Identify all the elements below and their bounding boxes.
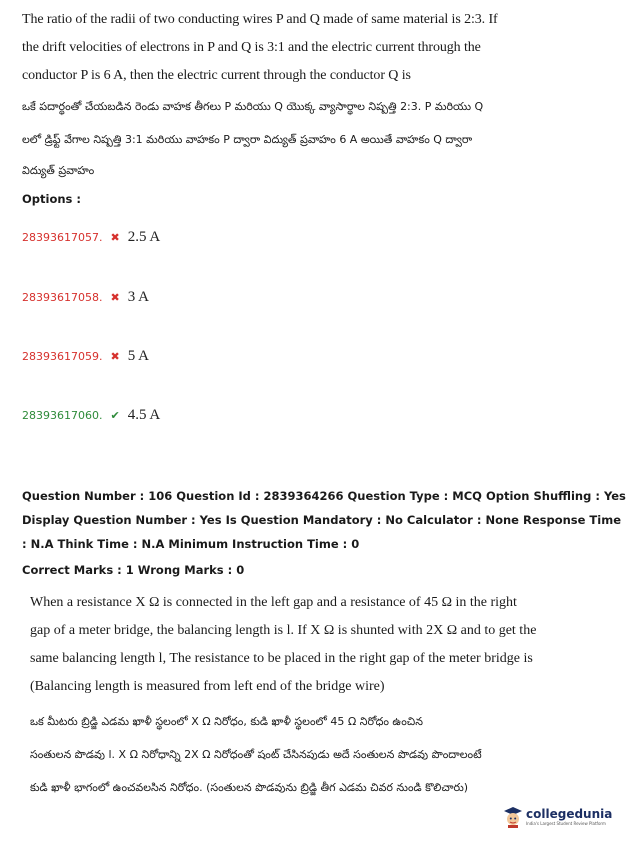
collegedunia-logo (503, 806, 612, 828)
option-value: 2.5 A (127, 229, 161, 245)
option-id: 28393617058. (22, 291, 103, 304)
logo-name: collegedunia (526, 807, 613, 821)
check-icon: ✔ (110, 409, 120, 422)
q2-telugu-line-2: సంతులన పొడవు l. X Ω నిరోధాన్ని 2X Ω నిరోధంతో షంట్ చేసినపుడు అదే సంతులన పొడవు పొందాలంటే (30, 748, 482, 761)
options-label: Options : (22, 192, 81, 206)
option-2[interactable] (22, 288, 149, 306)
option-4[interactable] (22, 406, 160, 424)
option-id: 28393617057. (22, 231, 103, 244)
q1-telugu-line-2: లలో డ్రిఫ్ట్ వేగాల నిష్పత్తి 3:1 మరియు వాహకం P ద్వారా విద్యుత్ ప్రవాహం 6 A అయితే వాహకం Q ద్వారా (22, 133, 473, 146)
q2-telugu-line-1: ఒక మీటరు బ్రిడ్జి ఎడమ ఖాళీ స్థలంలో X Ω నిరోధం, కుడి ఖాళీ స్థలంలో 45 Ω నిరోధం ఉంచిన (30, 715, 423, 728)
option-3[interactable] (22, 347, 149, 365)
q1-text-line-3: conductor P is 6 A, then the electric current through the conductor Q is (22, 68, 411, 83)
option-value: 5 A (127, 348, 149, 364)
option-id: 28393617059. (22, 350, 103, 363)
option-id: 28393617060. (22, 409, 103, 422)
option-value: 3 A (127, 289, 149, 305)
q1-telugu-line-1: ఒకే పదార్థంతో చేయబడిన రెండు వాహక తీగలు P మరియు Q యొక్క వ్యాసార్థాల నిష్పత్తి 2:3. P మరియు Q (22, 100, 484, 113)
question-meta-line-1: Question Number : 106 Question Id : 2839364266 Question Type : MCQ Option Shuffling : Yes (22, 489, 626, 503)
cross-icon: ✖ (110, 231, 120, 244)
q2-telugu-line-3: కుడి ఖాళీ భాగంలో ఉంచవలసిన నిరోధం. (సంతులన పొడవును బ్రిడ్జి తీగ ఎడమ చివర నుండి కొలిచారు) (30, 781, 469, 794)
cross-icon: ✖ (110, 291, 120, 304)
mascot-icon (503, 806, 523, 828)
q2-text-line-1: When a resistance X Ω is connected in the left gap and a resistance of 45 Ω in the right (30, 595, 517, 610)
q2-text-line-3: same balancing length l, The resistance to be placed in the right gap of the meter bridge is (30, 651, 533, 666)
cross-icon: ✖ (110, 350, 120, 363)
option-value: 4.5 A (127, 407, 161, 423)
q1-telugu-line-3: విద్యుత్ ప్రవాహం (22, 164, 95, 177)
logo-tagline: India's Largest Student Review Platform (526, 821, 606, 826)
q2-text-line-2: gap of a meter bridge, the balancing length is l. If X Ω is shunted with 2X Ω and to get the (30, 623, 537, 638)
question-meta-line-2: Display Question Number : Yes Is Question Mandatory : No Calculator : None Response Time (22, 513, 621, 527)
q2-text-line-4: (Balancing length is measured from left end of the bridge wire) (30, 679, 385, 694)
question-meta-line-3: : N.A Think Time : N.A Minimum Instruction Time : 0 (22, 537, 360, 551)
q1-text-line-1: The ratio of the radii of two conducting wires P and Q made of same material is 2:3. If (22, 12, 498, 27)
q1-text-line-2: the drift velocities of electrons in P and Q is 3:1 and the electric current through the (22, 40, 481, 55)
option-1[interactable] (22, 228, 160, 246)
marks-info: Correct Marks : 1 Wrong Marks : 0 (22, 563, 245, 577)
